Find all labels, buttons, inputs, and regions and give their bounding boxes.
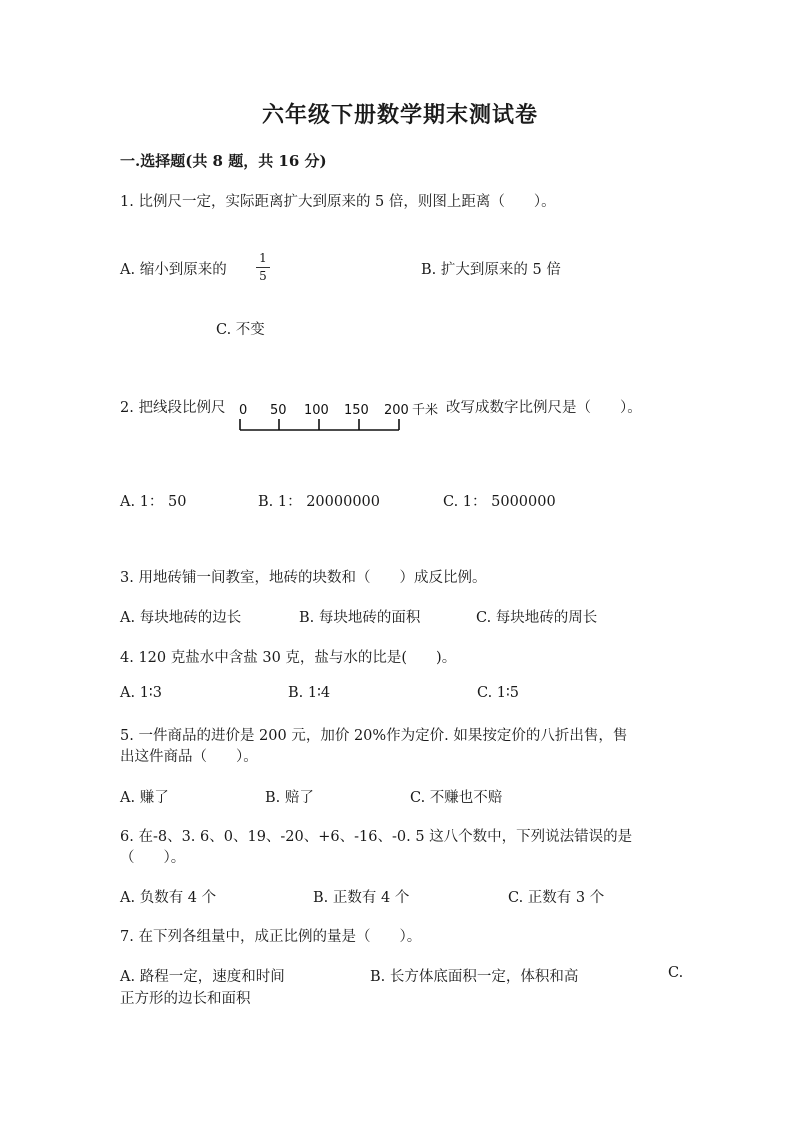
section-heading: 一.选择题(共 8 题，共 16 分): [120, 152, 327, 170]
question-1-option-b: B. 扩大到原来的 5 倍: [421, 262, 561, 278]
question-1-option-c: C. 不变: [216, 322, 265, 338]
question-5-stem-line-1: 5. 一件商品的进价是 200 元，加价 20%作为定价. 如果按定价的八折出售，售: [120, 728, 628, 744]
question-3-stem: 3. 用地砖铺一间教室，地砖的块数和（ ）成反比例。: [120, 570, 487, 586]
question-5-option-b: B. 赔了: [265, 790, 314, 806]
page-title: 六年级下册数学期末测试卷: [261, 102, 538, 128]
question-4-option-c: C. 1∶5: [477, 685, 520, 701]
question-6-option-b: B. 正数有 4 个: [313, 890, 410, 906]
question-7-option-c-label: C.: [668, 965, 684, 981]
question-6-option-c: C. 正数有 3 个: [508, 890, 605, 906]
fraction-one-fifth: [256, 252, 270, 283]
question-4-option-a: A. 1∶3: [120, 685, 162, 701]
question-5-option-c: C. 不赚也不赔: [410, 790, 503, 806]
fraction-bar: [256, 267, 270, 268]
scale-unit: 千米: [412, 403, 439, 418]
fraction-denominator: 5: [259, 269, 267, 283]
question-2-option-b: B. 1： 20000000: [258, 494, 381, 510]
scale-label-100: 100: [304, 403, 329, 418]
scale-label-150: 150: [344, 403, 369, 418]
question-1-option-a: A. 缩小到原来的: [120, 262, 227, 278]
question-3-option-a: A. 每块地砖的边长: [120, 610, 242, 626]
question-2-option-a: A. 1： 50: [120, 494, 187, 510]
fraction-numerator: 1: [259, 251, 267, 265]
question-6-stem-line-1: 6. 在-8、3. 6、0、19、-20、+6、-16、-0. 5 这八个数中，下列说法错误的是: [120, 829, 633, 845]
line-segment-scale-figure: [236, 398, 448, 434]
question-5-stem-line-2: 出这件商品（ ）。: [120, 749, 258, 765]
question-3-option-c: C. 每块地砖的周长: [476, 610, 598, 626]
scale-label-0: 0: [239, 403, 248, 418]
question-7-option-c-text: 正方形的边长和面积: [120, 991, 251, 1007]
scale-label-50: 50: [270, 403, 287, 418]
question-4-option-b: B. 1∶4: [288, 685, 331, 701]
question-3-option-b: B. 每块地砖的面积: [299, 610, 421, 626]
question-6-stem-line-2: （ ）。: [120, 850, 186, 866]
question-7-option-a: A. 路程一定，速度和时间: [120, 969, 285, 985]
question-7-stem: 7. 在下列各组量中，成正比例的量是（ ）。: [120, 929, 422, 945]
scale-label-200: 200: [384, 403, 409, 418]
question-1-stem: 1. 比例尺一定，实际距离扩大到原来的 5 倍，则图上距离（ ）。: [120, 194, 556, 210]
question-5-option-a: A. 赚了: [120, 790, 169, 806]
question-2-stem-start: 2. 把线段比例尺: [120, 400, 226, 416]
question-4-stem: 4. 120 克盐水中含盐 30 克，盐与水的比是( )。: [120, 650, 457, 666]
question-7-option-b: B. 长方体底面积一定，体积和高: [370, 969, 579, 985]
question-6-option-a: A. 负数有 4 个: [120, 890, 217, 906]
question-2-stem-end: 改写成数字比例尺是（ ）。: [446, 400, 642, 416]
question-2-option-c: C. 1： 5000000: [443, 494, 556, 510]
